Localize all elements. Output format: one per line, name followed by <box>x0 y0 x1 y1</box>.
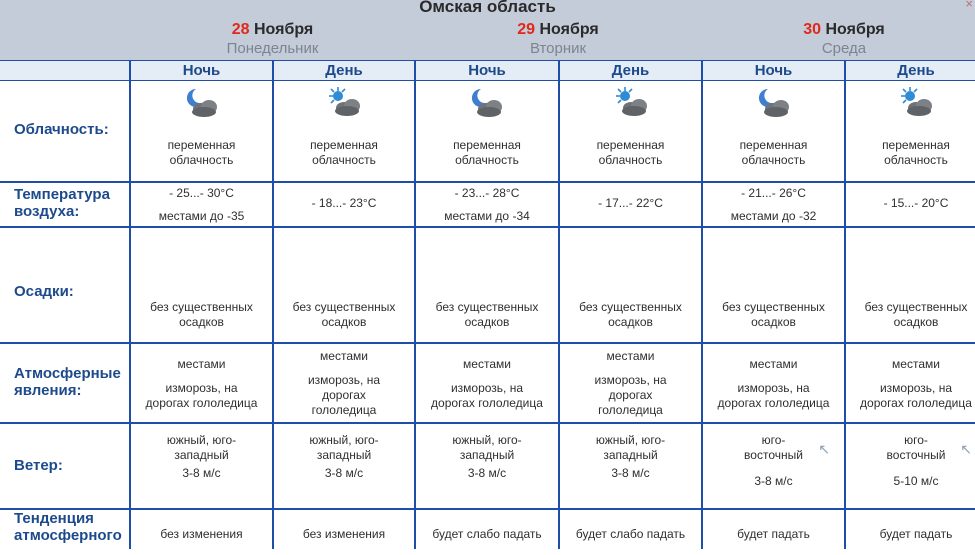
atm-cell <box>703 344 844 422</box>
temp-cell <box>703 183 844 226</box>
atm-text: местами <box>749 357 798 371</box>
precip-text: без существенных <box>150 300 253 314</box>
precip-text: без существенных <box>579 300 682 314</box>
temp-range: - 23...- 28°C <box>454 186 520 200</box>
wind-cell <box>274 424 414 508</box>
cloud-cell <box>703 81 844 181</box>
cloud-text: переменная <box>453 138 521 152</box>
period-header: День <box>846 61 975 80</box>
forecast-table <box>0 60 975 549</box>
temp-range: - 18...- 23°C <box>311 196 377 210</box>
row-label-text: Температура <box>14 186 110 203</box>
wind-cell <box>560 424 701 508</box>
precip-cell <box>131 228 272 342</box>
precip-text: осадков <box>893 315 939 329</box>
moon-cloud-icon <box>182 85 222 121</box>
wind-arrow-icon: ↖ <box>960 441 972 457</box>
row-label-atm <box>0 344 129 422</box>
wind-speed: 3-8 м/с <box>611 466 650 480</box>
temp-range: - 25...- 30°C <box>169 186 234 200</box>
cloud-text: переменная <box>310 138 378 152</box>
region-title: Омская область <box>419 0 556 16</box>
precip-cell <box>274 228 414 342</box>
temp-range: - 21...- 26°C <box>741 186 806 200</box>
period-header: День <box>274 61 414 80</box>
atm-text: местами <box>320 349 368 363</box>
temp-cell <box>274 183 414 226</box>
trend-cell <box>131 510 272 555</box>
wind-direction: западный <box>459 448 515 462</box>
wind-cell <box>703 424 844 508</box>
trend-text: будет падать <box>879 527 953 541</box>
atm-text: дорогах гололедица <box>145 396 258 410</box>
row-label-temp <box>0 183 129 226</box>
wind-direction: западный <box>174 448 229 462</box>
row-label-cloud <box>0 81 129 181</box>
wind-speed: 3-8 м/с <box>182 466 221 480</box>
trend-text: будет падать <box>737 527 810 541</box>
atm-text: изморозь, на <box>165 381 238 395</box>
period-header: Ночь <box>416 61 558 80</box>
day-number: 29 <box>517 21 536 38</box>
cloud-text: переменная <box>882 138 950 152</box>
row-label-precip <box>0 228 129 342</box>
cloud-cell <box>416 81 558 181</box>
cloud-cell <box>560 81 701 181</box>
trend-cell <box>703 510 844 555</box>
period-header: Ночь <box>703 61 844 80</box>
atm-text: изморозь, на <box>307 373 381 387</box>
wind-direction: восточный <box>744 448 803 462</box>
temp-note: местами до -35 <box>158 209 245 223</box>
cloud-text: облачность <box>741 153 806 167</box>
cloud-text: переменная <box>596 138 665 152</box>
moon-cloud-icon <box>754 85 794 121</box>
temp-range: - 17...- 22°C <box>598 196 663 210</box>
day-month: Ноября <box>254 21 314 38</box>
atm-text: изморозь, на <box>594 373 667 387</box>
atm-text: изморозь, на <box>450 381 524 395</box>
period-header: День <box>560 61 701 80</box>
row-label-trend <box>0 510 129 555</box>
row-label-text: Ветер: <box>14 457 63 474</box>
wind-cell <box>131 424 272 508</box>
atm-text: гололедица <box>598 403 663 417</box>
wind-speed: 3-8 м/с <box>324 466 364 480</box>
row-label-text: Атмосферные <box>14 365 121 382</box>
wind-direction: южный, юго- <box>166 433 237 447</box>
temp-cell <box>131 183 272 226</box>
wind-direction: восточный <box>886 448 946 462</box>
row-label-wind <box>0 424 129 508</box>
atm-text: изморозь, на <box>879 381 953 395</box>
wind-cell <box>416 424 558 508</box>
wind-direction: западный <box>603 448 658 462</box>
cloud-cell <box>274 81 414 181</box>
cloud-text: облачность <box>598 153 663 167</box>
temp-cell <box>846 183 975 226</box>
precip-text: осадков <box>608 315 653 329</box>
temp-note: местами до -32 <box>730 209 817 223</box>
atm-text: дорогах гололедица <box>860 396 972 410</box>
trend-text: без изменения <box>160 527 243 541</box>
moon-cloud-icon <box>467 85 507 121</box>
atm-text: местами <box>892 357 940 371</box>
atm-cell <box>846 344 975 422</box>
sun-cloud-icon <box>324 85 364 121</box>
atm-text: местами <box>463 357 511 371</box>
trend-cell <box>846 510 975 555</box>
trend-text: будет слабо падать <box>575 527 686 541</box>
period-header: Ночь <box>131 61 272 80</box>
trend-text: без изменения <box>302 527 386 541</box>
atm-text: местами <box>606 349 655 363</box>
cloud-cell <box>131 81 272 181</box>
wind-speed: 5-10 м/с <box>893 474 939 488</box>
day-number: 28 <box>231 21 250 38</box>
atm-cell <box>274 344 414 422</box>
row-label-text: явления: <box>14 382 82 399</box>
precip-cell <box>846 228 975 342</box>
wind-direction: южный, юго- <box>309 433 379 447</box>
day-weekday: Понедельник <box>226 40 319 57</box>
precip-text: без существенных <box>292 300 396 314</box>
day-month: Ноября <box>825 21 885 38</box>
cloud-cell <box>846 81 975 181</box>
day-number: 30 <box>803 21 822 38</box>
wind-direction: юго- <box>761 433 786 447</box>
temp-cell <box>560 183 701 226</box>
atm-text: дорогах <box>608 388 653 402</box>
temp-note: местами до -34 <box>444 209 530 223</box>
row-label-text: воздуха: <box>14 203 80 220</box>
precip-cell <box>416 228 558 342</box>
region-header <box>0 0 975 60</box>
wind-direction: южный, юго- <box>452 433 522 447</box>
cloud-text: облачность <box>312 153 376 167</box>
wind-direction: западный <box>316 448 372 462</box>
day-header-2 <box>415 20 701 58</box>
wind-speed: 3-8 м/с <box>467 466 507 480</box>
cloud-text: облачность <box>455 153 519 167</box>
atm-text: дорогах гололедица <box>431 396 543 410</box>
day-header-1 <box>130 20 415 58</box>
precip-cell <box>703 228 844 342</box>
atm-text: дорогах <box>322 388 366 402</box>
close-icon[interactable]: × <box>965 0 973 11</box>
cloud-text: облачность <box>884 153 948 167</box>
row-label-text: Облачность: <box>14 121 109 138</box>
wind-arrow-icon: ↖ <box>818 441 830 457</box>
precip-text: осадков <box>751 315 796 329</box>
sun-cloud-icon <box>896 85 936 121</box>
wind-direction: юго- <box>904 433 928 447</box>
atm-text: изморозь, на <box>737 381 810 395</box>
precip-cell <box>560 228 701 342</box>
precip-text: без существенных <box>722 300 825 314</box>
wind-direction: южный, юго- <box>595 433 666 447</box>
trend-cell <box>560 510 701 555</box>
precip-text: осадков <box>321 315 367 329</box>
atm-cell <box>131 344 272 422</box>
day-weekday: Среда <box>821 40 867 57</box>
row-label-text: Тенденция <box>14 510 94 527</box>
trend-cell <box>274 510 414 555</box>
wind-cell <box>846 424 975 508</box>
atm-text: дорогах гололедица <box>717 396 830 410</box>
trend-text: будет слабо падать <box>432 527 542 541</box>
temp-range: - 15...- 20°C <box>883 196 949 210</box>
cloud-text: переменная <box>739 138 808 152</box>
atm-text: гололедица <box>311 403 377 417</box>
atm-text: местами <box>177 357 226 371</box>
precip-text: осадков <box>179 315 224 329</box>
day-header-3 <box>701 20 975 58</box>
corner-cell <box>0 61 129 80</box>
atm-cell <box>560 344 701 422</box>
temp-cell <box>416 183 558 226</box>
day-month: Ноября <box>539 21 599 38</box>
row-label-text: Осадки: <box>14 283 74 300</box>
cloud-text: переменная <box>167 138 236 152</box>
cloud-text: облачность <box>169 153 234 167</box>
day-weekday: Вторник <box>529 40 587 57</box>
sun-cloud-icon <box>611 85 651 121</box>
precip-text: без существенных <box>435 300 539 314</box>
atm-cell <box>416 344 558 422</box>
row-label-text: атмосферного <box>14 527 122 544</box>
wind-speed: 3-8 м/с <box>754 474 793 488</box>
precip-text: без существенных <box>864 300 968 314</box>
trend-cell <box>416 510 558 555</box>
precip-text: осадков <box>464 315 510 329</box>
